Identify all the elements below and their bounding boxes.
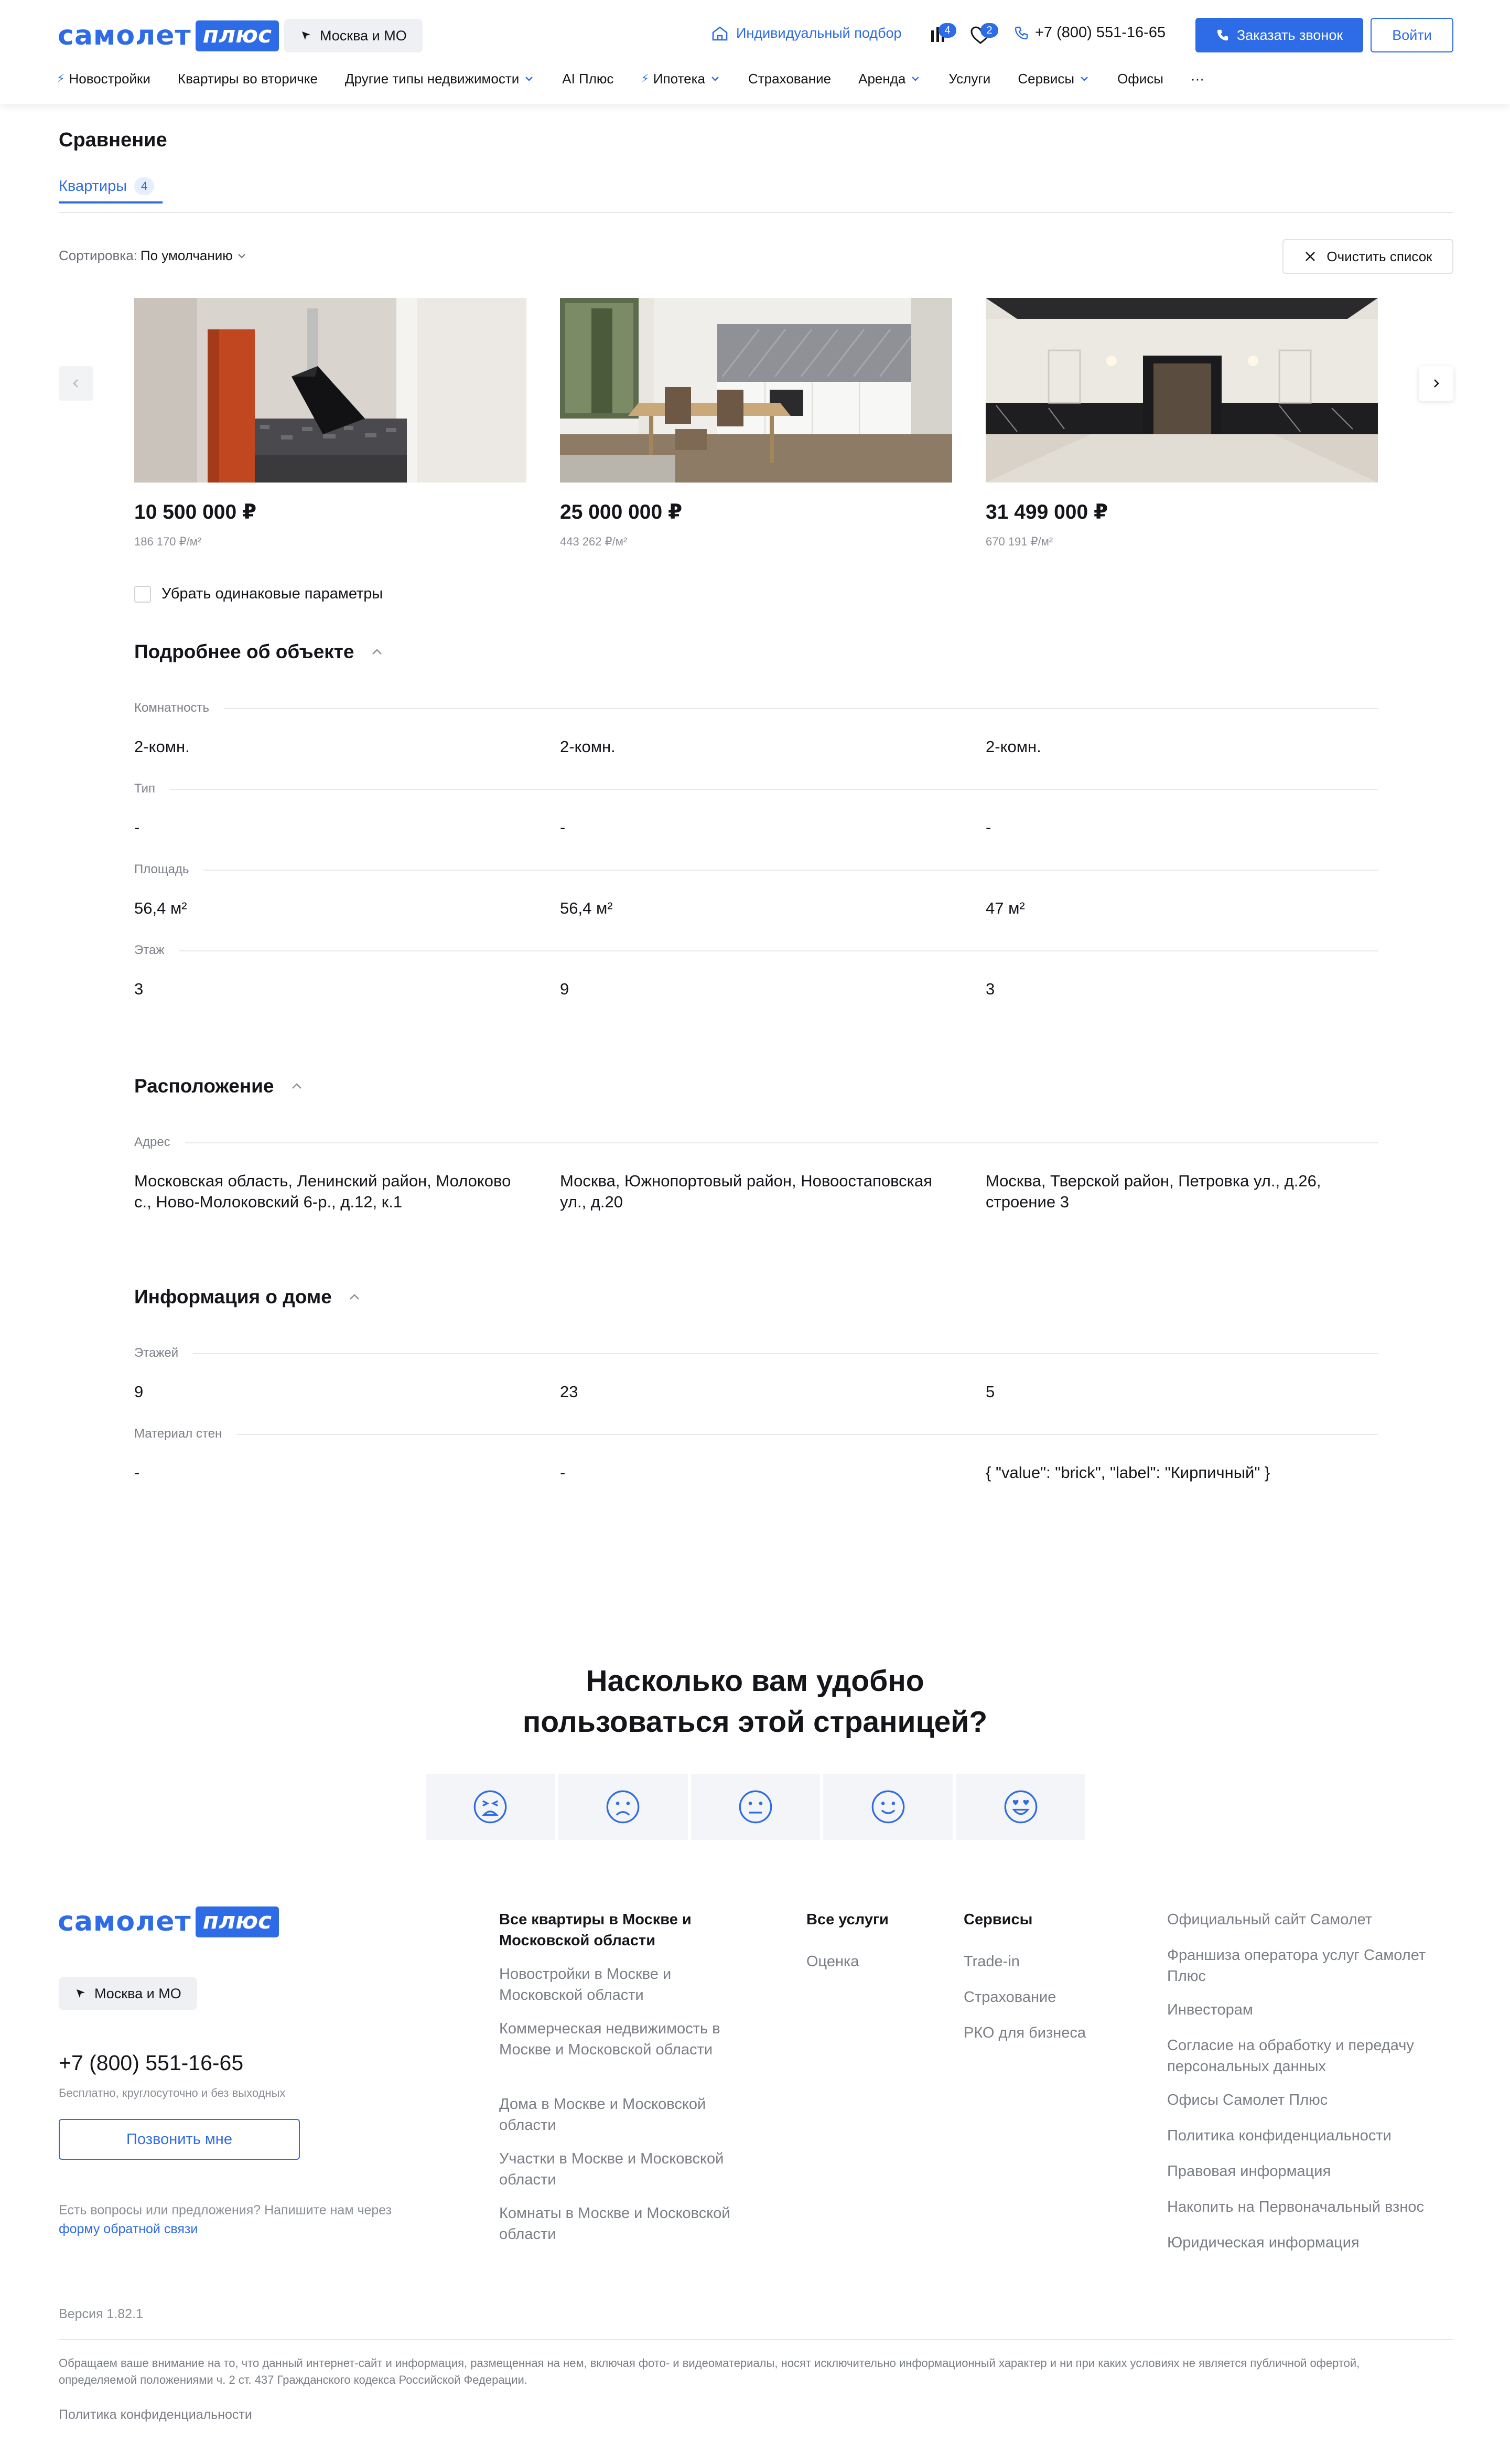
rating-option-5[interactable]	[956, 1774, 1085, 1840]
nav-item-6[interactable]	[858, 71, 921, 87]
param-value: 3	[986, 980, 995, 998]
nav-item-4[interactable]	[641, 71, 721, 87]
chevron-up-icon[interactable]	[347, 1289, 362, 1305]
bolt-icon: ⚡	[57, 72, 65, 85]
feedback-note	[59, 2201, 394, 2238]
param-divider	[134, 870, 1378, 871]
footer-link[interactable]: Официальный сайт Самолет	[1167, 1911, 1373, 1928]
footer-logo-plus: плюс	[196, 1906, 279, 1937]
carousel-prev-button[interactable]	[59, 366, 93, 401]
footer-link[interactable]: Согласие на обработку и передачу персональных данных	[1167, 2037, 1414, 2075]
close-icon	[1303, 250, 1317, 263]
nav-item-label: ···	[1190, 70, 1204, 87]
param-label: Тип	[134, 781, 170, 796]
param-value: 2-комн.	[560, 737, 616, 756]
footer-link[interactable]: Юридическая информация	[1167, 2234, 1360, 2251]
chevron-up-icon[interactable]	[369, 644, 385, 660]
param-value: 9	[560, 980, 569, 998]
param-value: -	[134, 818, 140, 837]
footer-link[interactable]: Оценка	[806, 1953, 859, 1970]
card-price: 31 499 000 ₽	[986, 501, 1108, 523]
main-nav	[57, 67, 1232, 90]
param-divider	[134, 950, 1378, 951]
nav-item-label: Услуги	[948, 70, 991, 87]
happy-face-icon	[871, 1790, 905, 1824]
nav-item-7[interactable]	[948, 71, 990, 87]
love-face-icon	[1004, 1790, 1038, 1824]
param-divider	[134, 1434, 1378, 1435]
footer-divider	[59, 2339, 1453, 2340]
footer-link[interactable]: Накопить на Первоначальный взнос	[1167, 2199, 1424, 2215]
rating-option-3[interactable]	[691, 1774, 821, 1840]
param-value: 47 м²	[986, 899, 1025, 917]
tab-apartments[interactable]	[59, 177, 154, 195]
nav-item-label: Офисы	[1117, 70, 1163, 87]
footer-link[interactable]: Политика конфиденциальности	[1167, 2127, 1392, 2144]
carousel-next-button[interactable]	[1419, 366, 1453, 401]
login-label: Войти	[1392, 27, 1432, 43]
nav-item-label: Ипотека	[653, 70, 705, 87]
rating-option-4[interactable]	[823, 1774, 953, 1840]
individual-selection-label: Индивидуальный подбор	[736, 25, 902, 41]
card-price-per-m2: 670 191 ₽/м²	[986, 535, 1053, 548]
param-value: -	[560, 818, 566, 837]
sort-dropdown[interactable]	[59, 248, 247, 264]
order-call-label: Заказать звонок	[1236, 27, 1343, 43]
nav-item-2[interactable]	[345, 71, 535, 87]
sort-value: По умолчанию	[140, 248, 233, 263]
legal-disclaimer: Обращаем ваше внимание на то, что данный интернет-сайт и информация, размещенная на нем, включая фото- и видеоматериалы, носят исключительно информационный характер и ни при каких условиях не является публичной офертой, определяемой положениями ч. 2 ст. 437 Гражданского кодекса Российской Федерации.	[59, 2356, 1360, 2386]
nav-item-label: AI Плюс	[562, 70, 614, 87]
footer-link[interactable]: Франшиза оператора услуг Самолет Плюс	[1167, 1947, 1426, 1985]
feedback-rating	[426, 1774, 1085, 1840]
clear-list-button[interactable]	[1282, 239, 1453, 274]
param-value: 23	[560, 1383, 578, 1401]
chevron-down-icon	[709, 73, 721, 84]
favorites-count-badge: 2	[980, 23, 998, 38]
section-title-label: Подробнее об объекте	[134, 641, 354, 662]
header-phone-number: +7 (800) 551-16-65	[1035, 24, 1166, 41]
tab-apartments-count: 4	[134, 177, 154, 195]
city-label: Москва и МО	[320, 27, 407, 44]
chevron-right-icon	[1429, 377, 1443, 390]
checkbox-box[interactable]	[134, 586, 151, 603]
phone-icon	[1216, 28, 1229, 42]
section-title-object	[134, 641, 385, 663]
nav-item-label: Новостройки	[69, 70, 150, 87]
tabs-divider	[59, 212, 1453, 213]
param-label: Площадь	[134, 862, 203, 877]
card-price-per-m2: 186 170 ₽/м²	[134, 535, 202, 548]
footer-col-title: Все услуги	[806, 1911, 889, 1928]
param-value: 56,4 м²	[134, 899, 187, 917]
privacy-policy-link[interactable]: Политика конфиденциальности	[59, 2407, 252, 2422]
site-header	[0, 0, 1510, 104]
param-value: 9	[134, 1383, 144, 1401]
nav-item-5[interactable]	[748, 71, 831, 87]
bolt-icon: ⚡	[641, 72, 649, 85]
footer-link[interactable]: Инвесторам	[1167, 2001, 1253, 2018]
hide-same-params-checkbox[interactable]	[134, 585, 383, 603]
logo-plus: плюс	[196, 20, 279, 51]
chevron-down-icon	[910, 73, 921, 84]
footer-link[interactable]: Офисы Самолет Плюс	[1167, 2092, 1328, 2108]
chevron-down-icon	[236, 250, 247, 262]
very-unhappy-face-icon	[473, 1790, 508, 1824]
param-value: 2-комн.	[134, 737, 190, 756]
param-label: Комнатность	[134, 701, 224, 715]
location-arrow-icon	[74, 1987, 87, 2000]
footer-link[interactable]: Коммерческая недвижимость в Москве и Московской области	[499, 2020, 720, 2058]
footer-link[interactable]: Участки в Москве и Московской области	[499, 2150, 724, 2188]
call-me-label: Позвонить мне	[126, 2130, 232, 2148]
nav-item-label: Другие типы недвижимости	[344, 70, 520, 87]
footer-city-label: Москва и МО	[94, 1985, 181, 2001]
rating-option-1[interactable]	[426, 1774, 555, 1840]
house-icon	[711, 26, 729, 41]
footer-phone-note: Бесплатно, круглосуточно и без выходных	[59, 2086, 286, 2099]
card-price: 25 000 000 ₽	[560, 501, 683, 523]
neutral-face-icon	[738, 1790, 773, 1824]
footer-link[interactable]: Правовая информация	[1167, 2163, 1331, 2180]
hide-same-params-label: Убрать одинаковые параметры	[161, 585, 383, 602]
feedback-title-line2: пользоваться этой страницей?	[522, 1705, 988, 1739]
section-title-label: Информация о доме	[134, 1286, 332, 1308]
param-value: -	[134, 1463, 140, 1482]
param-value: Москва, Южнопортовый район, Новоостаповская ул., д.20	[560, 1172, 932, 1211]
chevron-up-icon[interactable]	[289, 1078, 305, 1094]
param-value: 3	[134, 980, 144, 998]
footer-link[interactable]: Дома в Москве и Московской области	[499, 2096, 706, 2134]
nav-item-label: Квартиры во вторичке	[177, 70, 318, 87]
nav-item-label: Сервисы	[1018, 70, 1075, 87]
compare-count-badge: 4	[939, 23, 956, 38]
footer-link[interactable]: Страхование	[964, 1989, 1056, 2006]
unhappy-face-icon	[606, 1790, 640, 1824]
call-me-button[interactable]	[59, 2119, 300, 2160]
nav-item-8[interactable]	[1018, 71, 1090, 87]
chevron-down-icon	[1078, 73, 1090, 84]
section-title-location	[134, 1075, 305, 1097]
param-value: { "value": "brick", "label": "Кирпичный" }	[986, 1463, 1270, 1482]
param-divider	[134, 789, 1378, 790]
chevron-left-icon	[69, 377, 83, 390]
footer-link[interactable]: Trade-in	[964, 1953, 1020, 1970]
nav-item-1[interactable]	[178, 71, 318, 87]
param-value: 2-комн.	[986, 737, 1041, 756]
param-divider	[134, 1353, 1378, 1354]
tab-active-indicator	[59, 201, 163, 203]
param-label: Адрес	[134, 1135, 185, 1150]
param-divider	[134, 708, 1378, 709]
feedback-form-link[interactable]: форму обратной связи	[59, 2222, 198, 2236]
clear-list-label: Очистить список	[1326, 248, 1432, 264]
param-value: -	[986, 818, 991, 837]
nav-item-10[interactable]	[1191, 71, 1204, 87]
nav-item-label: Аренда	[858, 70, 906, 87]
phone-icon	[1014, 26, 1029, 40]
param-label: Этаж	[134, 943, 179, 958]
apartment-photo-3[interactable]	[986, 298, 1378, 483]
nav-item-3[interactable]	[562, 71, 613, 87]
rating-option-2[interactable]	[558, 1774, 688, 1840]
nav-item-0[interactable]	[57, 71, 150, 87]
param-label: Материал стен	[134, 1427, 236, 1441]
card-price-per-m2: 443 262 ₽/м²	[560, 535, 628, 548]
city-selector[interactable]	[284, 19, 423, 52]
footer-col-title: Сервисы	[964, 1911, 1033, 1928]
tab-apartments-label: Квартиры	[59, 177, 127, 195]
nav-item-label: Страхование	[748, 70, 832, 87]
param-value: 56,4 м²	[560, 899, 613, 917]
location-arrow-icon	[300, 29, 312, 42]
apartment-photo-1[interactable]	[134, 298, 526, 483]
footer-logo-word: самолет	[58, 1906, 191, 1937]
param-value: -	[560, 1463, 566, 1482]
sort-label: Сортировка:	[59, 248, 137, 263]
footer-logo[interactable]	[58, 1906, 279, 1937]
app-version: Версия 1.82.1	[59, 2307, 143, 2321]
footer-link[interactable]: РКО для бизнеса	[964, 2024, 1086, 2041]
footer-link[interactable]: Новостройки в Москве и Московской области	[499, 1966, 672, 2004]
footer-city-selector[interactable]	[59, 1977, 197, 2010]
footer-col-title: Все квартиры в Москве и Московской области	[499, 1911, 692, 1949]
card-price: 10 500 000 ₽	[134, 501, 257, 523]
footer-phone[interactable]: +7 (800) 551-16-65	[59, 2051, 244, 2075]
feedback-title	[0, 1660, 1510, 1742]
section-title-house	[134, 1286, 362, 1308]
param-divider	[134, 1142, 1378, 1143]
login-button[interactable]	[1371, 18, 1453, 52]
page-title: Сравнение	[59, 129, 167, 151]
order-call-button[interactable]	[1195, 18, 1363, 52]
header-phone[interactable]	[1014, 24, 1166, 41]
param-value: 5	[986, 1383, 995, 1401]
section-title-label: Расположение	[134, 1075, 274, 1097]
nav-item-9[interactable]	[1117, 71, 1163, 87]
apartment-photo-2[interactable]	[560, 298, 952, 483]
param-value: Московская область, Ленинский район, Молоково с., Ново-Молоковский 6-р., д.12, к.1	[134, 1172, 511, 1211]
feedback-title-line1: Насколько вам удобно	[586, 1664, 924, 1698]
param-value: Москва, Тверской район, Петровка ул., д.26, строение 3	[986, 1172, 1321, 1211]
individual-selection-link[interactable]	[711, 25, 902, 41]
feedback-note-text: Есть вопросы или предложения? Напишите нам через	[59, 2203, 392, 2217]
logo[interactable]	[58, 20, 279, 51]
chevron-down-icon	[523, 73, 535, 84]
logo-word: самолет	[58, 20, 191, 51]
param-label: Этажей	[134, 1346, 193, 1360]
footer-link[interactable]: Комнаты в Москве и Московской области	[499, 2205, 730, 2243]
